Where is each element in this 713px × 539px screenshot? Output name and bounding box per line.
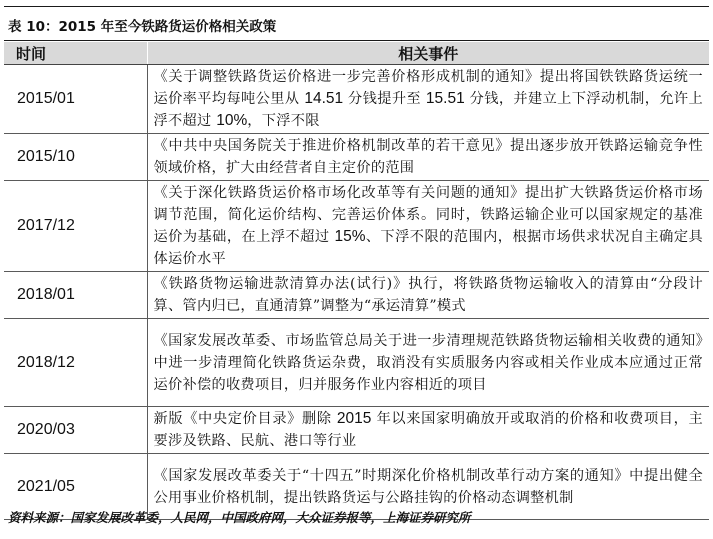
table-header-row: [4, 42, 709, 65]
top-rule: [4, 6, 709, 7]
title-rule: [4, 40, 709, 41]
row-event: 《铁路货物运输进款清算办法(试行)》执行，将铁路货物运输收入的清算由“分段计算、管内归已，直通清算”调整为“承运清算”模式: [147, 272, 709, 319]
row-date: 2018/01: [4, 272, 147, 319]
table-row: [4, 181, 709, 272]
row-date: 2015/10: [4, 134, 147, 181]
row-date: 2020/03: [4, 407, 147, 454]
table-row: [4, 134, 709, 181]
table-row: [4, 65, 709, 134]
row-event: 《中共中央国务院关于推进价格机制改革的若干意见》提出逐步放开铁路运输竞争性领域价格，扩大由经营者自主定价的范围: [147, 134, 709, 181]
header-event: 相关事件: [147, 42, 709, 65]
row-date: 2015/01: [4, 65, 147, 134]
header-date: 时间: [4, 42, 147, 65]
table-title: 表 10：2015 年至今铁路货运价格相关政策: [8, 19, 277, 35]
source-note: 资料来源：国家发展改革委，人民网，中国政府网，大众证券报等，上海证券研究所: [8, 510, 471, 525]
row-date: 2017/12: [4, 181, 147, 272]
row-date: 2018/12: [4, 319, 147, 407]
row-event: 《国家发展改革委关于“十四五”时期深化价格机制改革行动方案的通知》中提出健全公用事业价格机制，提出铁路货运与公路挂钩的价格动态调整机制: [147, 454, 709, 520]
row-event: 《关于调整铁路货运价格进一步完善价格形成机制的通知》提出将国铁铁路货运统一运价率平均每吨公里从 14.51 分钱提升至 15.51 分钱，并建立上下浮动机制，允许上浮不超过 10%，下浮不限: [147, 65, 709, 134]
row-event: 《国家发展改革委、市场监管总局关于进一步清理规范铁路货物运输相关收费的通知》中进一步清理简化铁路货运杂费，取消没有实质服务内容或相关作业成本应通过正常运价补偿的收费项目，归并服务作业内容相近的项目: [147, 319, 709, 407]
table-row: [4, 407, 709, 454]
row-event: 《关于深化铁路货运价格市场化改革等有关问题的通知》提出扩大铁路货运价格市场调节范围，简化运价结构、完善运价体系。同时，铁路运输企业可以国家规定的基准运价为基础，在上浮不超过 15%、下浮不限的范围内，根据市场供求状况自主确定具体运价水平: [147, 181, 709, 272]
row-event: 新版《中央定价目录》删除 2015 年以来国家明确放开或取消的价格和收费项目，主要涉及铁路、民航、港口等行业: [147, 407, 709, 454]
table-row: [4, 319, 709, 407]
table-row: [4, 272, 709, 319]
policy-table: [4, 42, 709, 520]
row-date: 2021/05: [4, 454, 147, 520]
